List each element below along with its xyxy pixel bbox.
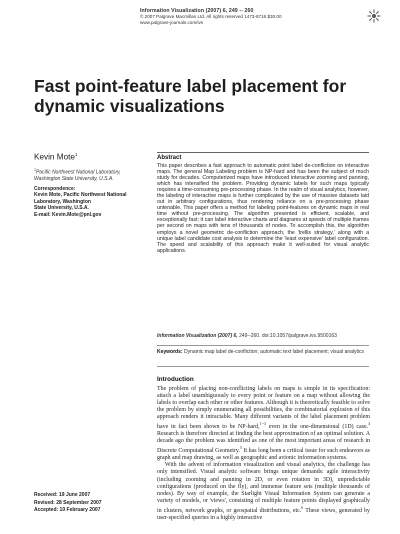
author-affiliation <box>34 167 146 182</box>
keywords <box>157 349 369 355</box>
publisher-logo-icon <box>367 9 381 23</box>
author-superscript: 1 <box>74 152 78 157</box>
p1-end: Research is therefore directed at finding the best approximation of an optimal solution. A decade ago the problem was identified as one of the most important areas of research in Discrete Computational Geometry. <box>157 431 370 455</box>
received-date: Received: 19 June 2007 <box>34 492 91 498</box>
affiliation-superscript: 1 <box>34 168 36 172</box>
revised-date: Revised: 28 September 2007 <box>34 499 102 506</box>
intro-paragraph-2 <box>157 462 370 521</box>
journal-header <box>140 8 380 26</box>
article-title: Fast point-feature label placement for dynamic visualizations <box>34 76 347 116</box>
p2-end: These views, generated by user-specified queries in a highly interactive <box>157 507 371 521</box>
keywords-bottom-rule <box>157 366 369 367</box>
author-name-text: Kevin Mote <box>34 152 75 162</box>
citation-doi[interactable]: 249--260. doi:10.1057/palgrave.ivs.9500163 <box>239 333 337 339</box>
ref-superscript: 4 <box>368 422 370 427</box>
correspondence-line: Laboratory, Washington <box>34 198 91 205</box>
journal-url[interactable]: www.palgrave-journals.com/ivs <box>140 20 204 25</box>
p1-tail: It has long been a critical issue for such endeavors as graph and map drawing, as well as geographic and avionic information systems. <box>157 448 370 462</box>
copyright-line: © 2007 Palgrave Macmillan Ltd. All rights reserved 1473-8716 $30.00 <box>140 14 282 19</box>
citation-journal: Information Visualization (2007) 6, <box>157 333 238 339</box>
correspondence-heading: Correspondence: <box>34 186 76 192</box>
ref-superscript: 1--3 <box>259 422 266 427</box>
p1-text: The problem of placing non-conflicting labels on maps is simple in its specification: attach a label unambiguously to every point or feature on a map without allowing the labels to overlap each other or other features. Although it is theoretically feasible to solve the problem by simply enumerating all possibilities, the combinatorial explosion of this approach renders it intractable. Many different variants of the label placement problem have in fact been shown to be NP-hard, <box>157 386 370 431</box>
keywords-top-rule <box>157 345 369 346</box>
article-dates <box>34 492 149 515</box>
correspondence-line: State University, U.S.A. <box>34 205 89 212</box>
keywords-label: Keywords: <box>157 349 183 355</box>
abstract-text: This paper describes a fast approach to automatic point label de-confliction on interactive maps. The general Map Labeling problem is NP-hard and has been the subject of much study for decades. Computerized maps have introduced interactive zooming and panning, which has intensified the problem. Providing dynamic labels for such maps typically requires a time-consuming pre-processing phase. In the realm of visual analytics, however, the labeling of interactive maps is further complicated by the use of massive datasets laid out in arbitrary configurations, thus rendering reliance on a pre-processing phase untenable. This paper offers a method for labeling point-features on dynamic maps in real time without pre-processing. The algorithm presented is efficient, scalable, and exceptionally fast; it can label interactive charts and diagrams at speeds of multiple frames per second on maps with tens of thousands of nodes. To accomplish this, the algorithm employs a novel geometric de-confliction approach, the 'trellis strategy,' along with a unique label candidate cost analysis to determine the 'least expensive' label configuration. The speed and scalability of this approach make it well-suited for visual analytic applications. <box>157 163 369 254</box>
keywords-text: Dynamic map label de-confliction; automatic text label placement; visual analytics <box>183 349 365 355</box>
correspondence-line: Kevin Mote, Pacific Northwest National <box>34 192 127 199</box>
journal-line: Information Visualization (2007) 6, 249 -- 260 <box>140 8 254 14</box>
introduction-body <box>157 386 370 522</box>
ref-superscript: 5 <box>240 446 242 451</box>
affiliation-text: Pacific Northwest National Laboratory, Washington State University, U.S.A. <box>34 169 121 183</box>
correspondence-block <box>34 186 149 218</box>
accepted-date: Accepted: 10 February 2007 <box>34 507 101 514</box>
abstract-top-rule <box>157 152 369 153</box>
intro-paragraph-1 <box>157 386 370 462</box>
introduction-heading: Introduction <box>157 376 194 383</box>
p1-cont: even in the one-dimensional (1D) case. <box>265 424 369 431</box>
p2-text: With the advent of information visualization and visual analytics, the challenge has only intensified. Visual analytic software brings unique demands: agile interactivity (including zooming and panning in 2D, or even rotation in 3D), unpredictable configurations (produced on the fly), and immense feature sets (multiple thousands of nodes). By way of example, the Starlight Visual Information System can generate a variety of models, or 'views', consisting of multiple feature points displayed graphically in clusters, network graphs, or geospatial distributions, etc. <box>157 462 370 514</box>
abstract-heading: Abstract <box>157 155 182 161</box>
author-name <box>34 152 77 162</box>
correspondence-email[interactable]: E-mail: Kevin.Mote@pnl.gov <box>34 211 102 218</box>
ref-superscript: 6 <box>301 505 304 510</box>
abstract-citation <box>157 333 369 339</box>
